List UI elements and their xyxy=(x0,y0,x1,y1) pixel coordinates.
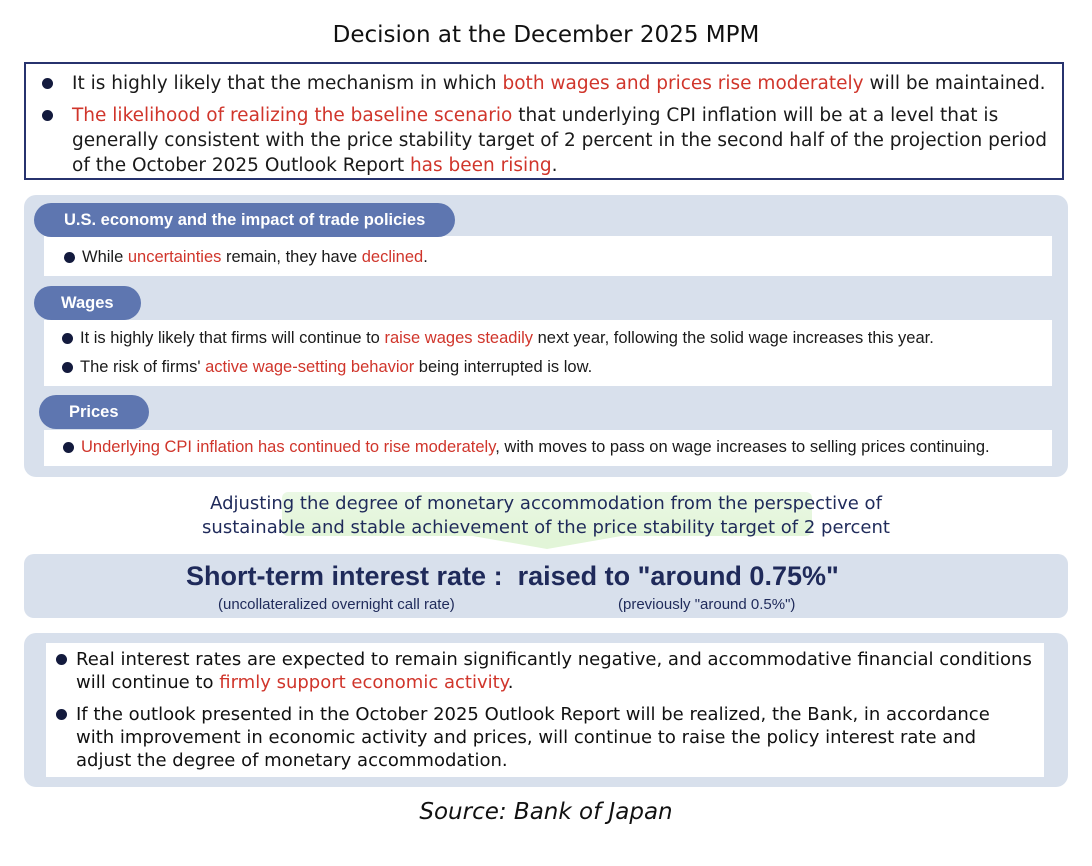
us-item xyxy=(82,246,428,268)
bullet-icon xyxy=(56,654,67,665)
summary-text: generally consistent with the price stability target of 2 percent in the second half of the projection period xyxy=(72,130,1048,151)
rate-sub-left: (uncollateralized overnight call rate) xyxy=(218,596,455,613)
item-highlight: uncertainties xyxy=(127,248,222,266)
bullet-icon xyxy=(63,442,74,453)
wages-item xyxy=(80,327,934,349)
summary-text: . xyxy=(551,155,558,176)
policy-stance-line: sustainable and stable achievement of the price stability target of 2 percent xyxy=(202,517,890,538)
outlook-text: . xyxy=(507,672,514,693)
item-text: being interrupted is low. xyxy=(414,358,593,376)
rate-sub-right: (previously "around 0.5%") xyxy=(618,596,796,613)
policy-stance-line: Adjusting the degree of monetary accommodation from the perspective of xyxy=(210,493,882,514)
item-text: remain, they have xyxy=(221,248,362,266)
summary-item xyxy=(72,103,1048,178)
item-text: , with moves to pass on wage increases to selling prices continuing. xyxy=(495,438,990,456)
summary-highlight: has been rising xyxy=(409,155,552,176)
summary-text: of the October 2025 Outlook Report xyxy=(72,155,410,176)
outlook-item xyxy=(76,648,1036,694)
rate-label: Short-term interest rate : xyxy=(186,561,503,591)
outlook-text: will continue to xyxy=(76,672,220,693)
item-highlight: raise wages steadily xyxy=(384,329,534,347)
item-text: next year, following the solid wage increases this year. xyxy=(533,329,934,347)
section-label-prices: Prices xyxy=(39,395,149,429)
item-text: The risk of firms' xyxy=(80,358,206,376)
policy-stance xyxy=(0,492,1092,540)
summary-highlight: both wages and prices rise moderately xyxy=(502,73,864,94)
outlook-item xyxy=(76,703,1036,772)
outlook-text: adjust the degree of monetary accommodation. xyxy=(76,750,508,771)
outlook-text: If the outlook presented in the October 2025 Outlook Report will be realized, the Bank, in accordance xyxy=(76,704,990,725)
bullet-icon xyxy=(56,709,67,720)
rate-headline xyxy=(186,561,839,592)
wages-item xyxy=(80,356,592,378)
bullet-icon xyxy=(42,78,53,89)
summary-text: will be maintained. xyxy=(863,73,1046,94)
item-highlight: active wage-setting behavior xyxy=(205,358,415,376)
outlook-text: with improvement in economic activity and prices, will continue to raise the policy interest rate and xyxy=(76,727,977,748)
prices-item xyxy=(81,436,990,458)
page-title: Decision at the December 2025 MPM xyxy=(332,22,760,48)
source-caption: Source: Bank of Japan xyxy=(419,799,673,825)
bullet-icon xyxy=(62,333,73,344)
item-highlight: declined xyxy=(361,248,424,266)
item-text: It is highly likely that firms will continue to xyxy=(80,329,385,347)
section-label-wages: Wages xyxy=(34,286,141,320)
section-label-us: U.S. economy and the impact of trade policies xyxy=(34,203,455,237)
outlook-highlight: firmly support economic activity xyxy=(219,672,508,693)
summary-box xyxy=(24,62,1064,180)
outlook-text: Real interest rates are expected to remain significantly negative, and accommodative financial conditions xyxy=(76,649,1032,670)
item-highlight: Underlying CPI inflation has continued to rise moderately xyxy=(81,438,496,456)
item-text: While xyxy=(82,248,128,266)
summary-text: It is highly likely that the mechanism in which xyxy=(72,73,503,94)
bullet-icon xyxy=(62,362,73,373)
rate-value: raised to "around 0.75%" xyxy=(517,561,839,591)
bullet-icon xyxy=(64,252,75,263)
summary-highlight: The likelihood of realizing the baseline scenario xyxy=(72,105,513,126)
summary-item xyxy=(72,71,1048,96)
summary-text: that underlying CPI inflation will be at a level that is xyxy=(512,105,999,126)
bullet-icon xyxy=(42,110,53,121)
item-text: . xyxy=(423,248,428,266)
